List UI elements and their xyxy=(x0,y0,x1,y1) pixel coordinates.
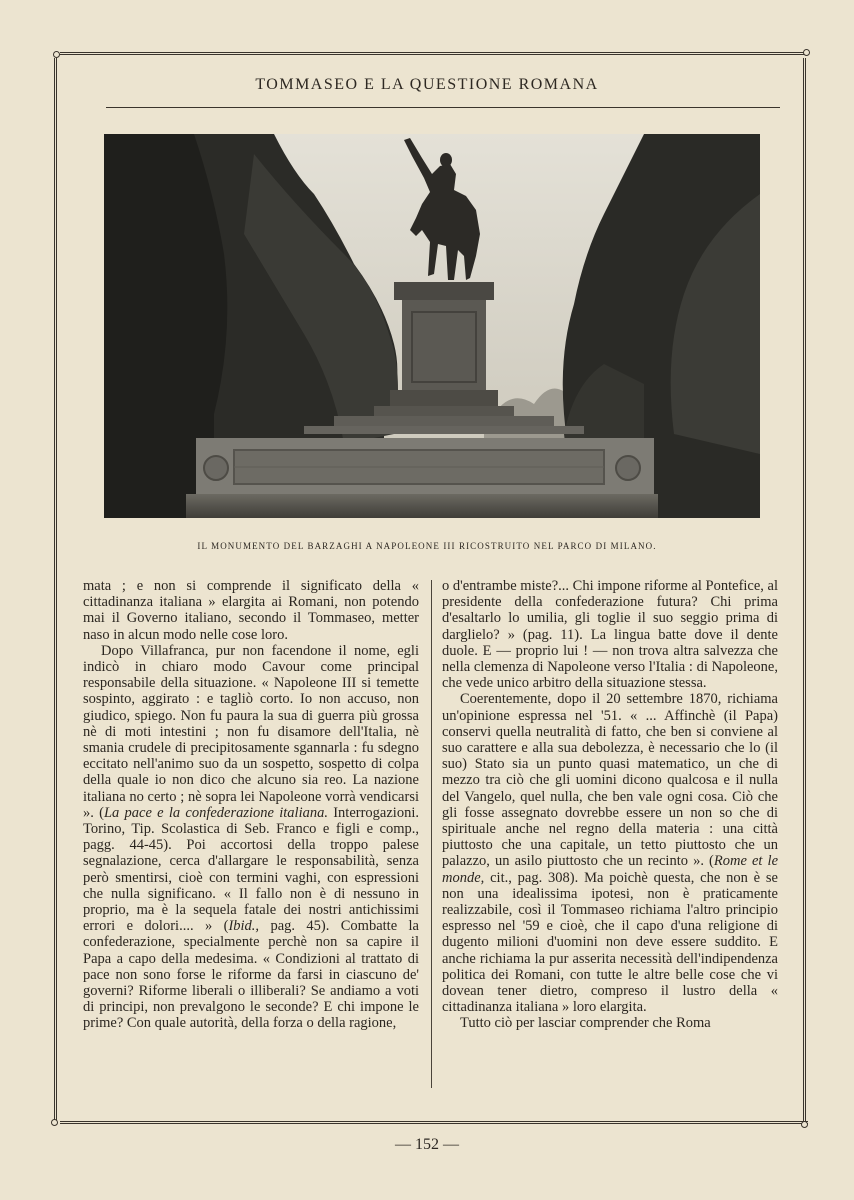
frame-corner-ornament xyxy=(53,51,60,58)
running-head-rule xyxy=(106,107,780,108)
page-number: — 152 — xyxy=(395,1136,459,1153)
paragraph-text: cit., pag. 308). Ma poichè questa, che non è se non una idealissima ipotesi, non è praticamente realizzabile, così il Tommaseo richiama l'altro principio espresso nel '59 e cioè, che il capo d'una religione di dugento milioni d'uomini non deve essere suddito. E anche richiama la pur asserita necessità dell'indipendenza politica dei Romani, con tutte le altre belle cose che vi dovean tener dietro, compreso il lustro della « cittadinanza italiana » loro elargita. xyxy=(442,869,778,1016)
frame-corner-ornament xyxy=(803,49,810,56)
text-column-left xyxy=(83,578,419,1032)
frame-right-rule xyxy=(803,58,806,1122)
paragraph xyxy=(442,691,778,1015)
figure-caption: IL MONUMENTO DEL BARZAGHI A NAPOLEONE III RICOSTRUITO NEL PARCO DI MILANO. xyxy=(197,541,657,551)
frame-corner-ornament xyxy=(51,1119,58,1126)
paragraph: mata ; e non si comprende il significato della « cittadinanza italiana » elargita ai Romani, non potendo mai il Governo italiano, secondo il Tommaseo, metter naso in alcun modo nelle cose loro. xyxy=(83,578,419,643)
paragraph-text: pag. 45). Combatte la confederazione, specialmente perchè non sa capire il Papa a capo della medesima. « Condizioni al trattato di pace non sono forse le riforme da farsi in ciascuno de' governi? Riforme liberali o illiberali? Se andiamo a voti di principi, non prevalgono le seconde? E chi impone le prime? Con quale autorità, della forza o della ragione, xyxy=(83,918,419,1032)
running-head: TOMMASEO E LA QUESTIONE ROMANA xyxy=(255,76,599,93)
paragraph-text: Coerentemente, dopo il 20 settembre 1870, richiama un'opinione espressa nel '51. « ... Affinchè (il Papa) conservi quella neutralità di fatto, che ben si conviene al suo carattere e alla sua debolezza, è necessario che lo (il suo) Stato sia un punto quasi matematico, un che di mezzo tra ciò che gli uomini dicono qualcosa e il nulla del Vangelo, quel nulla, che ben vale ogni cosa. Ciò che gli fosse assegnato dovrebbe essere un non so che di spirituale anche nel regno della materia : una città piuttosto che una capitale, un tetto piuttosto che un palazzo, un asilo piuttosto che un recinto ». ( xyxy=(442,691,778,870)
column-divider xyxy=(431,580,432,1088)
monument-base xyxy=(186,438,658,518)
frame-corner-ornament xyxy=(801,1121,808,1128)
paragraph-text: Interrogazioni. Torino, Tip. Scolastica di Seb. Franco e figli e comp., pagg. 44-45). Poi accortosi della troppo palese segnalazione, cerca d'allargare le responsabilità, senza però smentirsi, cioè con termini vaghi, con espressioni che nulla significano. « Il fallo non è di nessuno in proprio, ma è la sequela fatale dei nostri antichissimi errori e dolori.... » ( xyxy=(83,804,419,935)
frame-bottom-rule xyxy=(60,1121,808,1124)
citation-title: Ibid., xyxy=(228,918,260,935)
paragraph: Tutto ciò per lasciar comprender che Roma xyxy=(460,1015,711,1032)
monument-photograph xyxy=(104,134,760,518)
text-column-right xyxy=(442,578,778,1032)
citation-title: Rome et le monde, xyxy=(442,853,779,886)
paragraph xyxy=(83,643,419,1032)
paragraph-text: Dopo Villafranca, pur non facendone il nome, egli indicò in chiaro modo Cavour come principal responsabile della situazione. « Napoleone III si temette sospinto, aggirato : e tagliò corto. Io non accuso, non giudico, spiego. Non fu paura la sua di guerra più grossa nè di moti intestini ; non fu disamore dell'Italia, nè smania crudele di precipitosamente sgannarla : fu sdegno eccitato nell'animo suo da un sospetto, sospetto di colpa della quale io non dico che alcuno sia reo. La nazione italiana no certo ; nè sopra lei Napoleone vorrà vendicarsi ». ( xyxy=(83,642,419,821)
frame-top-rule xyxy=(60,52,808,55)
paragraph: o d'entrambe miste?... Chi impone riforme al Pontefice, al presidente della confederazione futura? Chi prima d'esaltarlo lo umilia, gli toglie il suo seggio prima di darglielo? » (pag. 11). La lingua batte dove il dente duole. E — proprio lui ! — non trova altra salvezza che nella clemenza di Napoleone verso l'Italia : di Napoleone, che vede unico arbitro della situazione stessa. xyxy=(442,578,779,692)
monument-illustration xyxy=(104,134,760,518)
citation-title: La pace e la confederazione italiana. xyxy=(103,804,328,821)
frame-left-rule xyxy=(54,58,57,1122)
